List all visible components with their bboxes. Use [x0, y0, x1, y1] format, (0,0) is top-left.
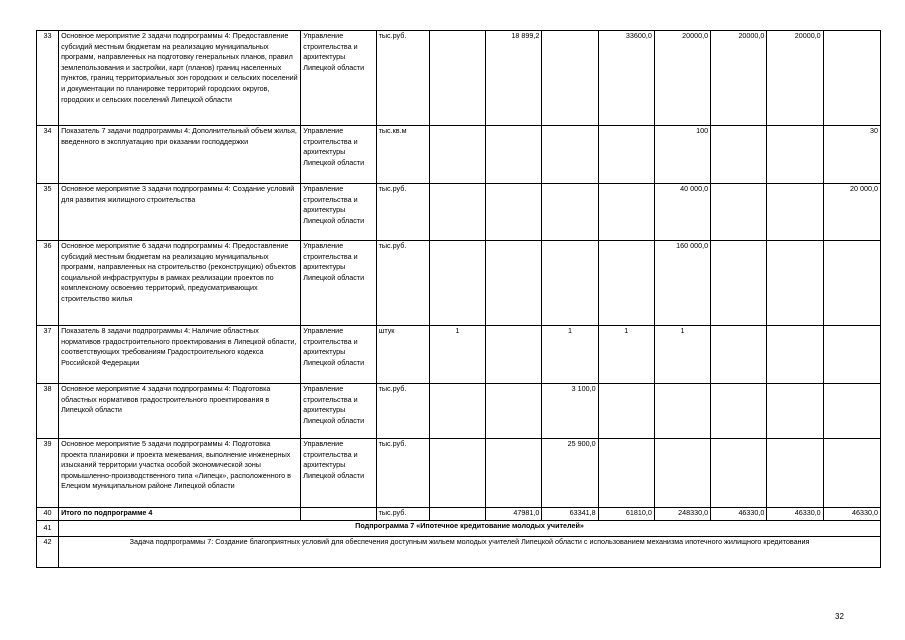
table-row — [37, 31, 881, 126]
row-executor: Управление строительства и архитектуры Липецкой области — [301, 241, 376, 326]
row-value: 61810,0 — [598, 508, 654, 521]
row-value — [711, 184, 767, 241]
table-row — [37, 126, 881, 184]
row-executor: Управление строительства и архитектуры Липецкой области — [301, 126, 376, 184]
row-value — [429, 439, 485, 508]
row-value — [823, 326, 880, 384]
row-name: Основное мероприятие 2 задачи подпрограммы 4: Предоставление субсидий местным бюджетам на реализацию муниципальных программ, направленных на подготовку генеральных планов, правил землепользования и застройки, карт (планов) границ населенных пунктов, границ территориальных зон городских и сельских поселений и документации по планировке территорий городских округов, городских и сельских поселений Липецкой области — [59, 31, 301, 126]
row-value — [429, 126, 485, 184]
row-value — [486, 126, 542, 184]
row-value — [823, 241, 880, 326]
row-value: 3 100,0 — [542, 384, 598, 439]
row-value — [542, 31, 598, 126]
row-value — [823, 31, 880, 126]
row-value: 1 — [542, 326, 598, 384]
row-value — [711, 126, 767, 184]
row-value: 20 000,0 — [823, 184, 880, 241]
row-number: 36 — [37, 241, 59, 326]
row-value — [598, 184, 654, 241]
row-number: 41 — [37, 521, 59, 537]
row-value — [767, 241, 823, 326]
table-body — [37, 31, 881, 568]
row-name: Показатель 7 задачи подпрограммы 4: Дополнительный объем жилья, введенного в эксплуатацию при оказании господдержки — [59, 126, 301, 184]
row-value — [767, 326, 823, 384]
row-name: Основное мероприятие 5 задачи подпрограммы 4: Подготовка проекта планировки и проекта межевания, выполнение инженерных изысканий территории участка особой экономической зоны промышленно-производственного типа «Липецк», расположенного в Елецком муниципальном районе Липецкой области — [59, 439, 301, 508]
row-value — [767, 439, 823, 508]
row-unit: штук — [376, 326, 429, 384]
row-value — [598, 241, 654, 326]
row-value — [598, 439, 654, 508]
row-unit: тыс.руб. — [376, 241, 429, 326]
row-value — [711, 241, 767, 326]
row-name: Основное мероприятие 3 задачи подпрограммы 4: Создание условий для развития жилищного строительства — [59, 184, 301, 241]
row-value — [711, 326, 767, 384]
row-unit: тыс.руб. — [376, 184, 429, 241]
row-executor: Управление строительства и архитектуры Липецкой области — [301, 326, 376, 384]
row-value: 20000,0 — [711, 31, 767, 126]
row-value — [486, 241, 542, 326]
row-value — [486, 384, 542, 439]
row-value — [429, 241, 485, 326]
table-row — [37, 439, 881, 508]
row-unit: тыс.руб. — [376, 439, 429, 508]
row-unit: тыс.руб. — [376, 31, 429, 126]
row-number: 40 — [37, 508, 59, 521]
row-value — [542, 184, 598, 241]
row-executor: Управление строительства и архитектуры Липецкой области — [301, 184, 376, 241]
row-executor: Управление строительства и архитектуры Липецкой области — [301, 384, 376, 439]
row-name: Основное мероприятие 4 задачи подпрограммы 4: Подготовка областных нормативов градостроительного проектирования в Липецкой области — [59, 384, 301, 439]
row-value: 46330,0 — [823, 508, 880, 521]
row-value: 46330,0 — [711, 508, 767, 521]
row-unit: тыс.руб. — [376, 384, 429, 439]
table-row — [37, 508, 881, 521]
row-value — [486, 184, 542, 241]
row-value — [542, 126, 598, 184]
row-value — [542, 241, 598, 326]
program-table — [36, 30, 881, 568]
row-value — [598, 384, 654, 439]
row-value: 1 — [429, 326, 485, 384]
table-row — [37, 326, 881, 384]
row-value: 1 — [654, 326, 710, 384]
table-row — [37, 384, 881, 439]
task-text: Задача подпрограммы 7: Создание благоприятных условий для обеспечения доступным жильем молодых учителей Липецкой области с использованием механизма ипотечного жилищного кредитования — [59, 537, 881, 568]
row-value: 1 — [598, 326, 654, 384]
row-value: 248330,0 — [654, 508, 710, 521]
row-value — [711, 384, 767, 439]
row-value — [429, 31, 485, 126]
row-value: 100 — [654, 126, 710, 184]
row-value — [823, 384, 880, 439]
row-executor — [301, 508, 376, 521]
row-number: 38 — [37, 384, 59, 439]
row-value — [654, 439, 710, 508]
page-number: 32 — [835, 612, 844, 621]
row-number: 35 — [37, 184, 59, 241]
row-value: 25 900,0 — [542, 439, 598, 508]
row-unit: тыс.руб. — [376, 508, 429, 521]
row-value — [486, 326, 542, 384]
row-value: 160 000,0 — [654, 241, 710, 326]
row-value: 33600,0 — [598, 31, 654, 126]
row-value — [429, 384, 485, 439]
section-title: Подпрограмма 7 «Ипотечное кредитование молодых учителей» — [59, 521, 881, 537]
table-row — [37, 537, 881, 568]
row-value: 46330,0 — [767, 508, 823, 521]
row-number: 37 — [37, 326, 59, 384]
row-value — [767, 126, 823, 184]
row-number: 42 — [37, 537, 59, 568]
row-value: 30 — [823, 126, 880, 184]
row-value: 63341,8 — [542, 508, 598, 521]
row-value — [654, 384, 710, 439]
row-value: 40 000,0 — [654, 184, 710, 241]
row-number: 33 — [37, 31, 59, 126]
row-value: 18 899,2 — [486, 31, 542, 126]
row-name: Основное мероприятие 6 задачи подпрограммы 4: Предоставление субсидий местным бюджетам на реализацию муниципальных программ, направленных на строительство (реконструкцию) объектов социальной инфраструктуры в рамках реализации проектов по комплексному освоению территорий, предусматривающих строительство жилья — [59, 241, 301, 326]
table-row — [37, 241, 881, 326]
row-value — [598, 126, 654, 184]
row-value: 47981,0 — [486, 508, 542, 521]
row-value — [767, 384, 823, 439]
row-value — [486, 439, 542, 508]
table-row — [37, 521, 881, 537]
table-row — [37, 184, 881, 241]
row-executor: Управление строительства и архитектуры Липецкой области — [301, 31, 376, 126]
row-value: 20000,0 — [654, 31, 710, 126]
row-name: Итого по подпрограмме 4 — [59, 508, 301, 521]
row-value — [823, 439, 880, 508]
row-number: 39 — [37, 439, 59, 508]
row-name: Показатель 8 задачи подпрограммы 4: Наличие областных нормативов градостроительного проектирования в Липецкой области, соответствующих требованиям Градостроительного кодекса Российской Федерации — [59, 326, 301, 384]
row-value: 20000,0 — [767, 31, 823, 126]
row-unit: тыс.кв.м — [376, 126, 429, 184]
row-executor: Управление строительства и архитектуры Липецкой области — [301, 439, 376, 508]
row-value — [767, 184, 823, 241]
row-value — [429, 508, 485, 521]
row-value — [711, 439, 767, 508]
row-value — [429, 184, 485, 241]
row-number: 34 — [37, 126, 59, 184]
